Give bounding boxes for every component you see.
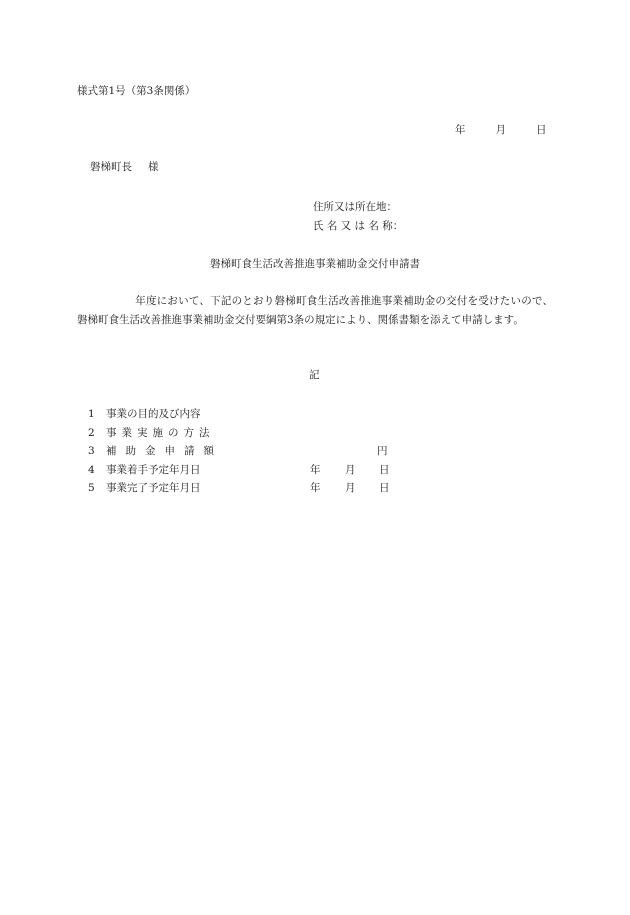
- name-label: 氏 名 又 は 名 称：: [313, 220, 404, 232]
- date-year: 年: [455, 124, 466, 136]
- addressee-honorific: 様: [148, 161, 159, 173]
- start-month: 月: [345, 463, 356, 476]
- date-line: [455, 123, 547, 137]
- date-day: 日: [536, 124, 547, 136]
- end-day: 日: [379, 482, 390, 494]
- body-text: 年度において、下記のとおり磐梯町食生活改善推進事業補助金の交付を受けたいので、磐梯町食生活改善推進事業補助金交付要綱第3条の規定により、関係書類を添えて申請します。: [77, 295, 553, 326]
- document-title: 磐梯町食生活改善推進事業補助金交付申請書: [210, 258, 420, 270]
- applicant-block: [313, 198, 403, 236]
- item-number: 4: [88, 463, 95, 476]
- item-label: 事業実施の方法: [106, 426, 215, 439]
- amount-unit: 円: [377, 445, 388, 457]
- end-year: 年: [310, 482, 321, 494]
- item-number: 2: [88, 426, 95, 439]
- end-month: 月: [345, 482, 356, 494]
- addressee: [90, 160, 159, 174]
- start-year: 年: [310, 463, 321, 476]
- ki-heading: 記: [309, 369, 320, 381]
- item-number: 5: [88, 482, 95, 494]
- addressee-name: 磐梯町長: [90, 161, 132, 173]
- item-label: 事業完了予定年月日: [106, 482, 201, 494]
- item-label: 事業の目的及び内容: [106, 408, 201, 420]
- item-label: 事業着手予定年月日: [106, 463, 201, 476]
- item-label: 補助金申請額: [106, 445, 223, 457]
- form-number: 様式第1号（第3条関係）: [77, 85, 196, 97]
- start-day: 日: [379, 463, 390, 476]
- item-number: 3: [88, 445, 95, 457]
- address-label: 住所又は所在地：: [313, 201, 397, 213]
- item-number: 1: [88, 408, 95, 420]
- body-paragraph: [77, 292, 553, 330]
- date-month: 月: [495, 124, 506, 136]
